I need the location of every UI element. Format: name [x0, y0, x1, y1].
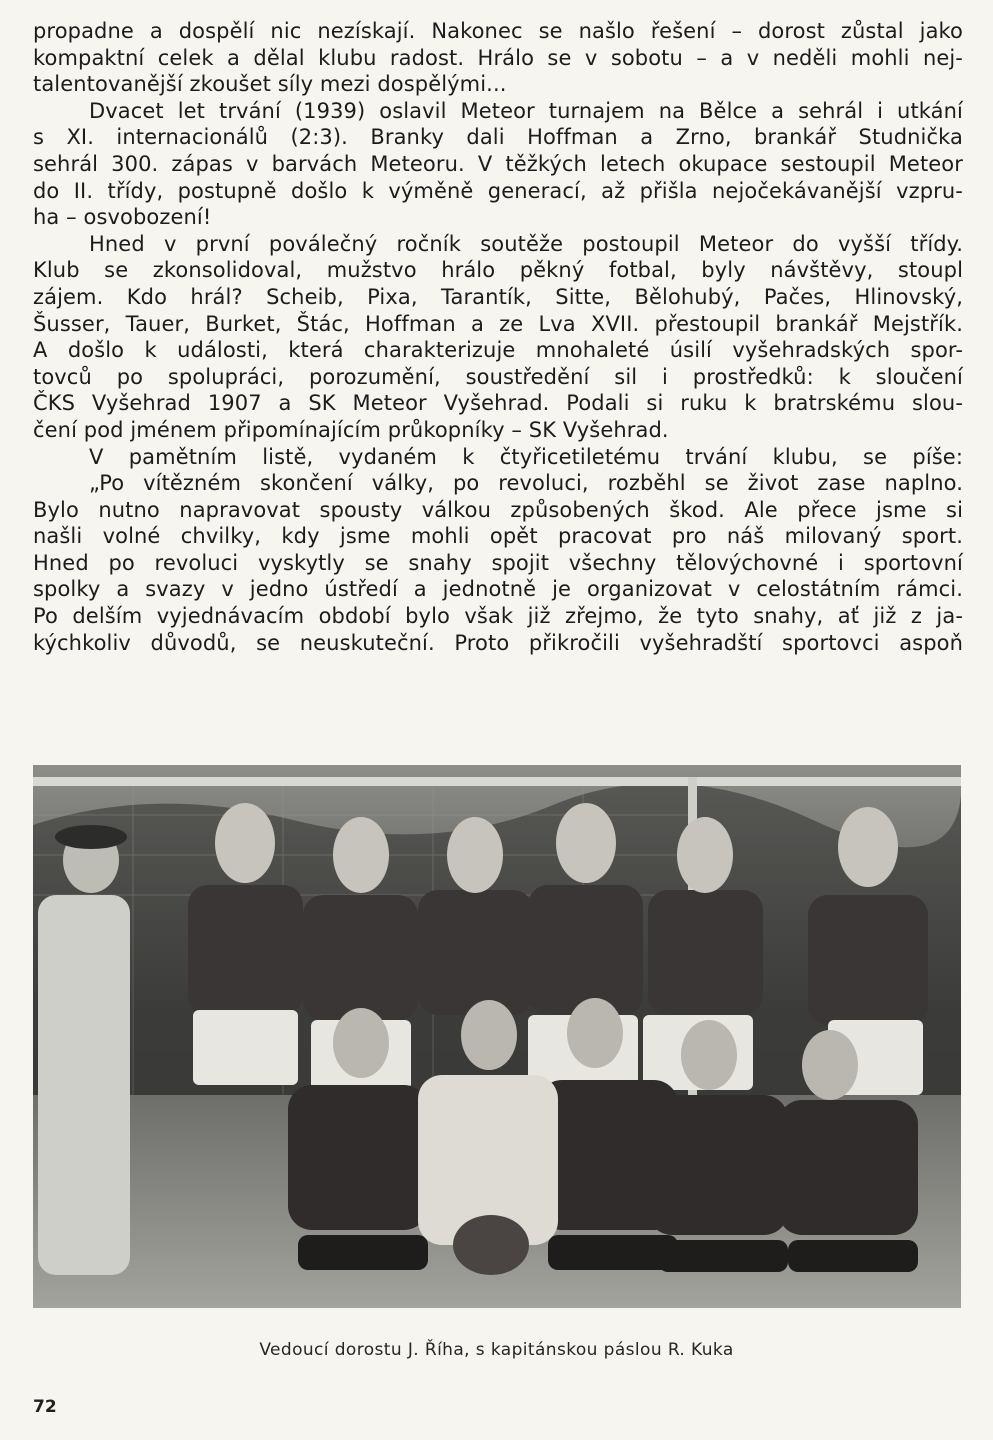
text-line: Šusser, Tauer, Burket, Štác, Hoffman a ze Lva XVII. přestoupil brankář Mejstřík. — [33, 311, 963, 336]
text-line: talentovanější zkoušet síly mezi dospělými... — [33, 72, 507, 97]
text-line: „Po vítězném skončení války, po revoluci, rozběhl se život zase naplno. — [89, 471, 963, 496]
text-line: zájem. Kdo hrál? Scheib, Pixa, Tarantík, Sitte, Bělohubý, Pačes, Hlinovský, — [33, 284, 963, 309]
team-photo-illustration — [33, 765, 961, 1308]
text-line: spolky a svazy v jedno ústředí a jednotně je organizovat v celostátním rámci. — [33, 577, 963, 602]
text-line: kompaktní celek a dělal klubu radost. Hrálo se v sobotu – a v neděli mohli nej- — [33, 45, 963, 70]
text-line: A došlo k události, která charakterizuje mnohaleté úsilí vyšehradských spor- — [33, 338, 963, 363]
text-line: Hned po revoluci vyskytly se snahy spojit všechny tělovýchovné i sportovní — [33, 550, 963, 575]
text-line: s XI. internacionálů (2:3). Branky dali Hoffman a Zrno, brankář Studnička — [33, 125, 963, 150]
text-line: sehrál 300. zápas v barvách Meteoru. V těžkých letech okupace sestoupil Meteor — [33, 151, 963, 176]
photo-caption: Vedoucí dorostu J. Říha, s kapitánskou páslou R. Kuka — [259, 1340, 734, 1360]
team-photo — [33, 765, 961, 1308]
text-line: kýchkoliv důvodů, se neuskuteční. Proto přikročili vyšehradští sportovci aspoň — [33, 630, 963, 655]
text-line: propadne a dospělí nic nezískají. Nakonec se našlo řešení – dorost zůstal jako — [33, 19, 963, 43]
text-line: tovců po spolupráci, porozumění, soustředění sil i prostředků: k sloučení — [33, 364, 963, 389]
text-line: Hned v první poválečný ročník soutěže postoupil Meteor do vyšší třídy. — [89, 231, 963, 256]
text-line: ČKS Vyšehrad 1907 a SK Meteor Vyšehrad. Podali si ruku k bratrskému slou- — [33, 391, 963, 416]
page-number: 72 — [33, 1397, 57, 1417]
text-line: čení pod jménem připomínajícím průkopníky – SK Vyšehrad. — [33, 417, 669, 442]
text-line: Klub se zkonsolidoval, mužstvo hrálo pěkný fotbal, byly návštěvy, stoupl — [33, 258, 963, 283]
text-line: ha – osvobození! — [33, 205, 212, 230]
text-line: Bylo nutno napravovat spousty válkou způsobených škod. Ale přece jsme si — [33, 497, 963, 522]
text-line: Dvacet let trvání (1939) oslavil Meteor turnajem na Bělce a sehrál i utkání — [89, 98, 963, 123]
text-line: V pamětním listě, vydaném k čtyřicetiletému trvání klubu, se píše: — [89, 444, 963, 469]
text-line: našli volné chvilky, kdy jsme mohli opět pracovat pro náš milovaný sport. — [33, 524, 963, 549]
text-line: Po delším vyjednávacím období bylo však již zřejmo, že tyto snahy, ať již z ja- — [33, 604, 963, 629]
text-line: do II. třídy, postupně došlo k výměně generací, až přišla nejočekávanější vzpru- — [33, 178, 963, 203]
article-body — [33, 18, 963, 656]
